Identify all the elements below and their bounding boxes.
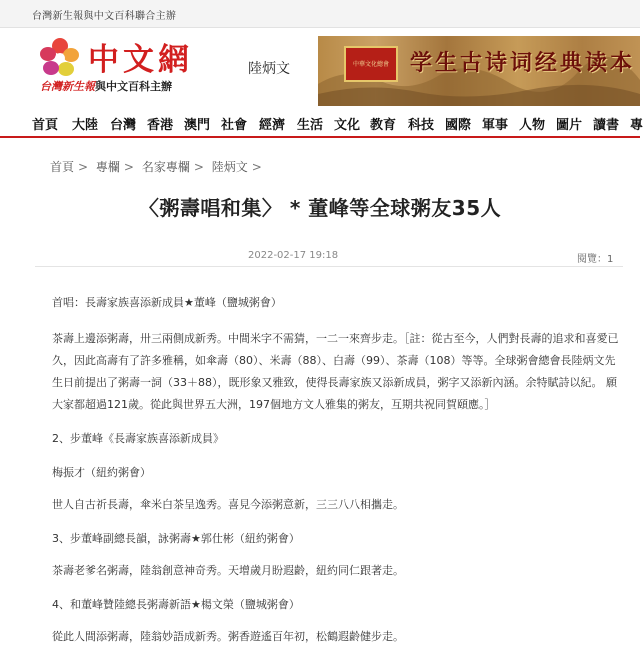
breadcrumb-author[interactable]: 陸炳文 — [211, 160, 248, 174]
breadcrumb-home[interactable]: 首頁 — [50, 160, 75, 174]
divider — [35, 266, 623, 267]
ad-banner[interactable] — [318, 36, 640, 106]
breadcrumb-separator: > — [123, 160, 134, 174]
breadcrumb-separator: > — [78, 160, 89, 174]
article-date: 2022-02-17 19:18 — [248, 250, 339, 261]
breadcrumb-separator: > — [251, 160, 262, 174]
article-title: 〈粥壽唱和集〉 * 董峰等全球粥友35人 — [138, 196, 502, 220]
nav-item-society[interactable]: 社會 — [221, 118, 248, 133]
nav-item-mainland[interactable]: 大陸 — [72, 118, 99, 133]
poem-text: 世人自古祈長壽，傘米白茶呈逸秀。喜見今添粥意新，三三八八相攜走。 — [52, 498, 404, 511]
nav-item-economy[interactable]: 經濟 — [259, 118, 286, 133]
main-nav — [0, 106, 643, 138]
nav-item-culture[interactable]: 文化 — [334, 118, 361, 133]
banner-stamp: 中華文化總會 — [344, 46, 398, 82]
nav-item-military[interactable]: 軍事 — [482, 118, 509, 133]
nav-item-technology[interactable]: 科技 — [408, 118, 435, 133]
breadcrumb-separator: > — [193, 160, 204, 174]
nav-item-education[interactable]: 教育 — [370, 118, 397, 133]
nav-item-home[interactable]: 首頁 — [32, 118, 59, 133]
nav-item-people[interactable]: 人物 — [519, 118, 546, 133]
breadcrumb — [50, 158, 266, 175]
poem-heading: 4、和董峰贊陸總長粥壽新語★楊文榮（鹽城粥會） — [52, 598, 300, 611]
nav-item-taiwan[interactable]: 台灣 — [110, 118, 137, 133]
site-logo[interactable] — [38, 36, 198, 98]
breadcrumb-famous-column[interactable]: 名家專欄 — [141, 160, 190, 174]
nav-item-macau[interactable]: 澳門 — [184, 118, 211, 133]
logo-subtitle — [40, 78, 172, 94]
article-lead: 首唱：長壽家族喜添新成員★董峰（鹽城粥會） — [52, 296, 282, 309]
view-count: 閱覽：1 — [577, 254, 614, 265]
breadcrumb-column[interactable]: 專欄 — [95, 160, 120, 174]
poem-text: 茶壽老爹名粥壽，陸翁創意神奇秀。天增歲月盼遐齡，紐約同仁跟著走。 — [52, 564, 404, 577]
poem-text: 從此人間添粥壽，陸翁妙語成新秀。粥香遊遙百年初，松鶴遐齡健步走。 — [52, 630, 404, 643]
nav-item-international[interactable]: 國際 — [445, 118, 472, 133]
top-bar-text: 台灣新生報與中文百科聯合主辦 — [32, 11, 177, 22]
logo-subtitle-red: 台灣新生報 — [40, 80, 95, 93]
poem-heading: 3、步董峰副總長韻，詠粥壽★郭仕彬（紐約粥會） — [52, 532, 300, 545]
poem-heading: 2、步董峰《長壽家族喜添新成員》 — [52, 432, 224, 445]
top-bar — [0, 0, 640, 28]
columnist-name: 陸炳文 — [248, 61, 290, 77]
site-header — [0, 28, 640, 106]
nav-item-pictures[interactable]: 圖片 — [556, 118, 583, 133]
nav-item-life[interactable]: 生活 — [297, 118, 324, 133]
logo-title: 中文網 — [88, 42, 193, 78]
nav-item-reading[interactable]: 讀書 — [593, 118, 620, 133]
nav-item-column-cut[interactable]: 專 — [630, 118, 643, 133]
nav-item-hongkong[interactable]: 香港 — [147, 118, 174, 133]
article-paragraph: 茶壽上邊添粥壽，卅三兩側成新秀。中間米字不需猜，一二一來齊步走。［註：從古至今，人們對長壽的追求和喜愛已久，因此高壽有了許多雅稱，如傘壽（80）、米壽（88）、白壽（99）、茶壽（108）等等。全球粥會總會長陸炳文先生日前提出了粥壽一詞（33＋88），既形象又雅致，使得長壽家族又添新成員，粥字又添新內涵。余特賦詩以紀。 願大家都超過121歲。從此與世界五大洲，197個地方文人雅集的粥友，互期共祝同賀頤應。］ — [52, 332, 619, 411]
logo-subtitle-black: 與中文百科主辦 — [95, 80, 172, 93]
banner-text: 学生古诗词经典读本 — [410, 50, 636, 76]
poem-author: 梅振才（紐約粥會） — [52, 466, 151, 479]
flower-logo-icon — [38, 38, 82, 78]
